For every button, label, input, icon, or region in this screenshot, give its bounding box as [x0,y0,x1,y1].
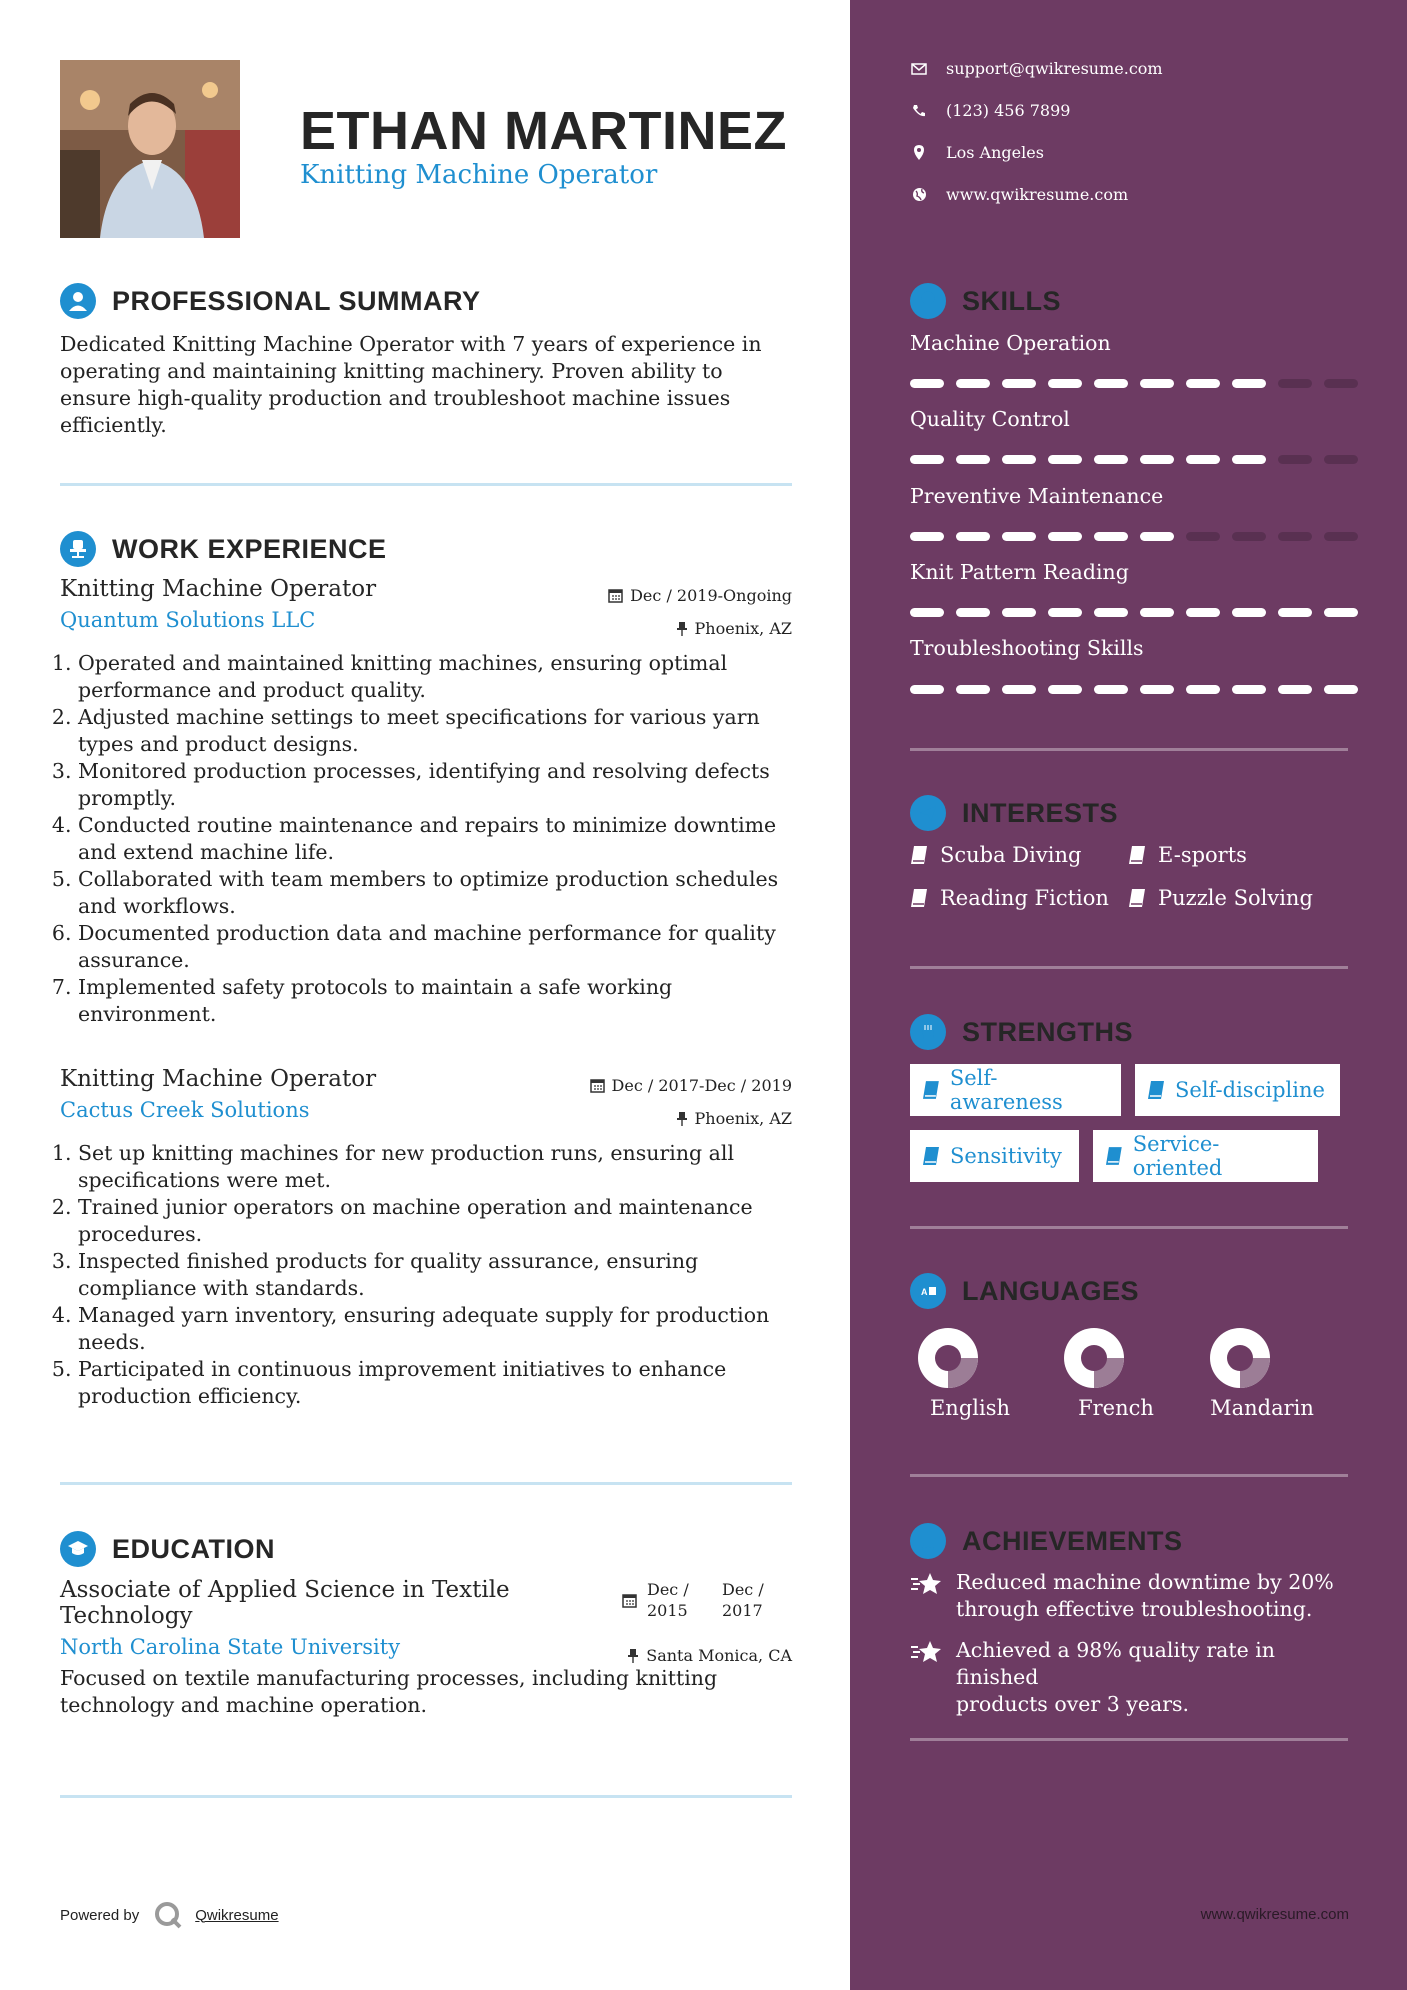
skill-meter [910,685,1358,694]
star-icon [910,1639,944,1665]
education-location-text: Santa Monica, CA [646,1646,792,1665]
education-end [722,1579,764,1621]
skill-segment [1002,455,1036,464]
skill-segment [1140,532,1174,541]
calendar-icon [622,1593,637,1608]
footer-branding [60,1900,279,1930]
qwikresume-logo-icon [153,1900,183,1930]
interest-item [910,886,1109,910]
list-item: 4. Managed yarn inventory, ensuring adequate supply for production needs. [78,1302,792,1356]
book-icon [910,845,928,865]
skill-segment [956,455,990,464]
end-year: 2017 [722,1601,763,1620]
footer-website[interactable]: www.qwikresume.com [1200,1906,1349,1923]
skill-segment [1278,608,1312,617]
pin-icon [676,621,688,636]
strength-label: Self-awareness [949,1066,1063,1114]
skill-segment [1140,608,1174,617]
achievement-line: through effective troubleshooting. [956,1597,1313,1621]
list-item: 3. Inspected finished products for quality assurance, ensuring compliance with standards. [78,1248,792,1302]
skill-segment [1048,455,1082,464]
skill-segment [1232,379,1266,388]
list-item: 3. Monitored production processes, identifying and resolving defects promptly. [78,758,792,812]
candidate-title: Knitting Machine Operator [300,160,658,190]
achievement-line: products over 3 years. [956,1692,1190,1716]
summary-line: efficiently. [60,413,167,437]
language-level-ring [1208,1326,1272,1390]
skills-title: SKILLS [962,285,1062,316]
skill-segment [1002,379,1036,388]
svg-text:A: A [921,1287,928,1297]
job-date-text: Dec / 2017-Dec / 2019 [611,1076,792,1095]
education-dates [622,1579,764,1621]
job-entry [60,1066,792,1410]
skill-segment [910,379,944,388]
job-duties [60,1140,792,1410]
divider [910,748,1348,751]
skill-segment [1002,685,1036,694]
divider [60,1795,792,1798]
summary-title: PROFESSIONAL SUMMARY [112,285,481,316]
skill-segment [1002,608,1036,617]
star-badge-icon [910,1523,946,1559]
skill-segment [1186,608,1220,617]
skill-segment [1002,532,1036,541]
interest-label: Scuba Diving [940,843,1082,867]
user-icon [60,283,96,319]
job-entry [60,576,792,1028]
list-item: 7. Implemented safety protocols to maintain a safe working environment. [78,974,792,1028]
strengths-heading [910,1014,1133,1050]
skill-meter [910,455,1358,464]
list-item: 6. Documented production data and machine performance for quality assurance. [78,920,792,974]
divider [910,966,1348,969]
language-name: Mandarin [1210,1396,1314,1420]
skill-segment [1094,379,1128,388]
job-company: Quantum Solutions LLC [60,608,316,632]
summary-line: operating and maintaining knitting machinery. Proven ability to [60,359,723,383]
skill-segment [1324,455,1358,464]
globe-icon [912,187,927,202]
skill-segment [910,455,944,464]
divider [910,1226,1348,1229]
calendar-icon [590,1078,605,1093]
fist-icon [910,1014,946,1050]
skill-segment [1048,379,1082,388]
skill-meter [910,532,1358,541]
education-start [647,1579,722,1621]
skill-segment [1232,685,1266,694]
skill-segment [910,608,944,617]
calendar-icon [608,588,623,603]
list-item: 2. Adjusted machine settings to meet specifications for various yarn types and product designs. [78,704,792,758]
achievement-line: Reduced machine downtime by 20% [956,1570,1334,1594]
summary-heading [60,283,481,319]
achievement-line: Achieved a 98% quality rate in finished [956,1638,1276,1689]
language-level-ring [1062,1326,1126,1390]
skill-meter [910,379,1358,388]
list-item: 4. Conducted routine maintenance and repairs to minimize downtime and extend machine life. [78,812,792,866]
location-pin-icon [913,145,925,160]
achievement-text [956,1637,1360,1718]
job-date [608,586,792,605]
achievement-item [910,1569,1360,1623]
skill-meter [910,608,1358,617]
skill-segment [1048,685,1082,694]
education-location [627,1646,792,1665]
interest-item [910,843,1081,867]
skill-segment [956,608,990,617]
email-text[interactable]: support@qwikresume.com [946,59,1163,78]
book-icon [1128,845,1146,865]
education-line: Focused on textile manufacturing processes, including knitting [60,1666,718,1690]
skill-segment [956,379,990,388]
book-icon [910,888,928,908]
education-entry [60,1577,792,1719]
language-ring-hole [1081,1345,1107,1371]
achievement-item [910,1637,1360,1718]
skill-segment [1324,532,1358,541]
strength-label: Sensitivity [950,1144,1062,1168]
skills-heading [910,283,1061,319]
job-location-text: Phoenix, AZ [694,619,792,638]
skill-segment [1324,608,1358,617]
achievements-title: ACHIEVEMENTS [962,1525,1183,1556]
lightbulb-icon [910,283,946,319]
pin-icon [627,1648,639,1663]
skill-name: Machine Operation [910,331,1111,355]
chair-icon [60,531,96,567]
summary-text [60,331,800,439]
strength-tag [1093,1130,1318,1182]
powered-by-label: Powered by [60,1906,140,1924]
skill-segment [1186,379,1220,388]
divider [910,1738,1348,1741]
contact-phone [910,101,1070,120]
phone-icon [912,104,926,118]
strength-tag [1135,1064,1340,1116]
skill-name: Knit Pattern Reading [910,560,1129,584]
education-title: EDUCATION [112,1533,275,1564]
summary-line: ensure high-quality production and troubleshoot machine issues [60,386,731,410]
skill-name: Preventive Maintenance [910,484,1164,508]
job-location [676,1109,792,1128]
profile-photo [60,60,240,238]
job-location [676,619,792,638]
education-heading [60,1531,275,1567]
skill-segment [1278,455,1312,464]
divider [60,1482,792,1485]
skill-segment [1278,379,1312,388]
job-date-text: Dec / 2019-Ongoing [630,586,792,605]
contact-location [910,143,1044,162]
phone-text: (123) 456 7899 [946,101,1071,120]
job-title: Knitting Machine Operator [60,1066,377,1092]
website-text[interactable]: www.qwikresume.com [946,185,1129,204]
skill-segment [1232,455,1266,464]
job-company: Cactus Creek Solutions [60,1098,310,1122]
list-item: 1. Set up knitting machines for new production runs, ensuring all specifications were met. [78,1140,792,1194]
language-name: English [929,1396,1011,1420]
language-ring-hole [935,1345,961,1371]
skill-segment [1186,532,1220,541]
strength-label: Service-oriented [1132,1132,1223,1180]
strengths-title: STRENGTHS [962,1016,1134,1047]
candidate-name: ETHAN MARTINEZ [300,101,787,161]
location-text: Los Angeles [946,143,1044,162]
skill-segment [910,532,944,541]
book-icon [922,1146,940,1166]
skill-segment [1048,532,1082,541]
school: North Carolina State University [60,1635,401,1659]
interest-label: Reading Fiction [940,886,1109,910]
strength-tag [910,1064,1121,1116]
achievement-text [956,1569,1334,1623]
job-date [590,1076,792,1095]
divider [910,1474,1348,1477]
skill-segment [1232,532,1266,541]
interests-heading [910,795,1118,831]
skill-segment [910,685,944,694]
book-icon [1147,1080,1165,1100]
skill-segment [1140,455,1174,464]
skill-segment [1186,685,1220,694]
interest-item [1128,886,1313,910]
list-item: 2. Trained junior operators on machine operation and maintenance procedures. [78,1194,792,1248]
skill-name: Troubleshooting Skills [910,636,1144,660]
strength-label: Self-discipline [1175,1078,1325,1102]
job-location-text: Phoenix, AZ [694,1109,792,1128]
contact-website [910,185,1128,204]
job-duties [60,650,792,1028]
skill-segment [1094,455,1128,464]
start-month: Dec / [647,1580,689,1599]
language-name: French [1078,1396,1154,1420]
languages-title: LANGUAGES [962,1275,1140,1306]
skill-segment [1094,685,1128,694]
end-month: Dec / [722,1580,764,1599]
skill-segment [1278,532,1312,541]
skill-segment [1094,608,1128,617]
star-icon [910,1571,944,1597]
skill-segment [956,685,990,694]
skill-segment [1048,608,1082,617]
education-line: technology and machine operation. [60,1693,428,1717]
skill-segment [1140,685,1174,694]
book-icon [1105,1146,1123,1166]
achievements-heading [910,1523,1183,1559]
skill-segment [956,532,990,541]
contact-email [910,59,1163,78]
divider [60,483,792,486]
experience-title: WORK EXPERIENCE [112,533,387,564]
envelope-icon [911,63,927,75]
book-icon [922,1080,940,1100]
degree-line: Associate of Applied Science in Textile [60,1577,510,1603]
interests-title: INTERESTS [962,797,1119,828]
skill-segment [1324,685,1358,694]
language-ring-hole [1227,1345,1253,1371]
skill-segment [1140,379,1174,388]
languages-heading [910,1273,1139,1309]
book-icon [1128,888,1146,908]
pin-icon [676,1111,688,1126]
job-title: Knitting Machine Operator [60,576,377,602]
translate-icon [910,1273,946,1309]
skill-segment [1324,379,1358,388]
skill-segment [1186,455,1220,464]
degree-line: Technology [60,1603,193,1629]
skill-segment [1094,532,1128,541]
brand-link[interactable]: Qwikresume [195,1906,279,1924]
interest-label: E-sports [1158,843,1247,867]
graduation-cap-icon [60,1531,96,1567]
experience-heading [60,531,387,567]
skill-name: Quality Control [910,407,1070,431]
list-item: 5. Participated in continuous improvement initiatives to enhance production efficiency. [78,1356,792,1410]
strength-tag [910,1130,1079,1182]
start-year: 2015 [647,1601,688,1620]
education-description [60,1665,792,1719]
interest-label: Puzzle Solving [1158,886,1313,910]
summary-line: Dedicated Knitting Machine Operator with 7 years of experience in [60,332,762,356]
interest-item [1128,843,1247,867]
skill-segment [1232,608,1266,617]
language-level-ring [916,1326,980,1390]
paper-plane-icon [910,795,946,831]
list-item: 5. Collaborated with team members to optimize production schedules and workflows. [78,866,792,920]
skill-segment [1278,685,1312,694]
list-item: 1. Operated and maintained knitting machines, ensuring optimal performance and product quality. [78,650,792,704]
